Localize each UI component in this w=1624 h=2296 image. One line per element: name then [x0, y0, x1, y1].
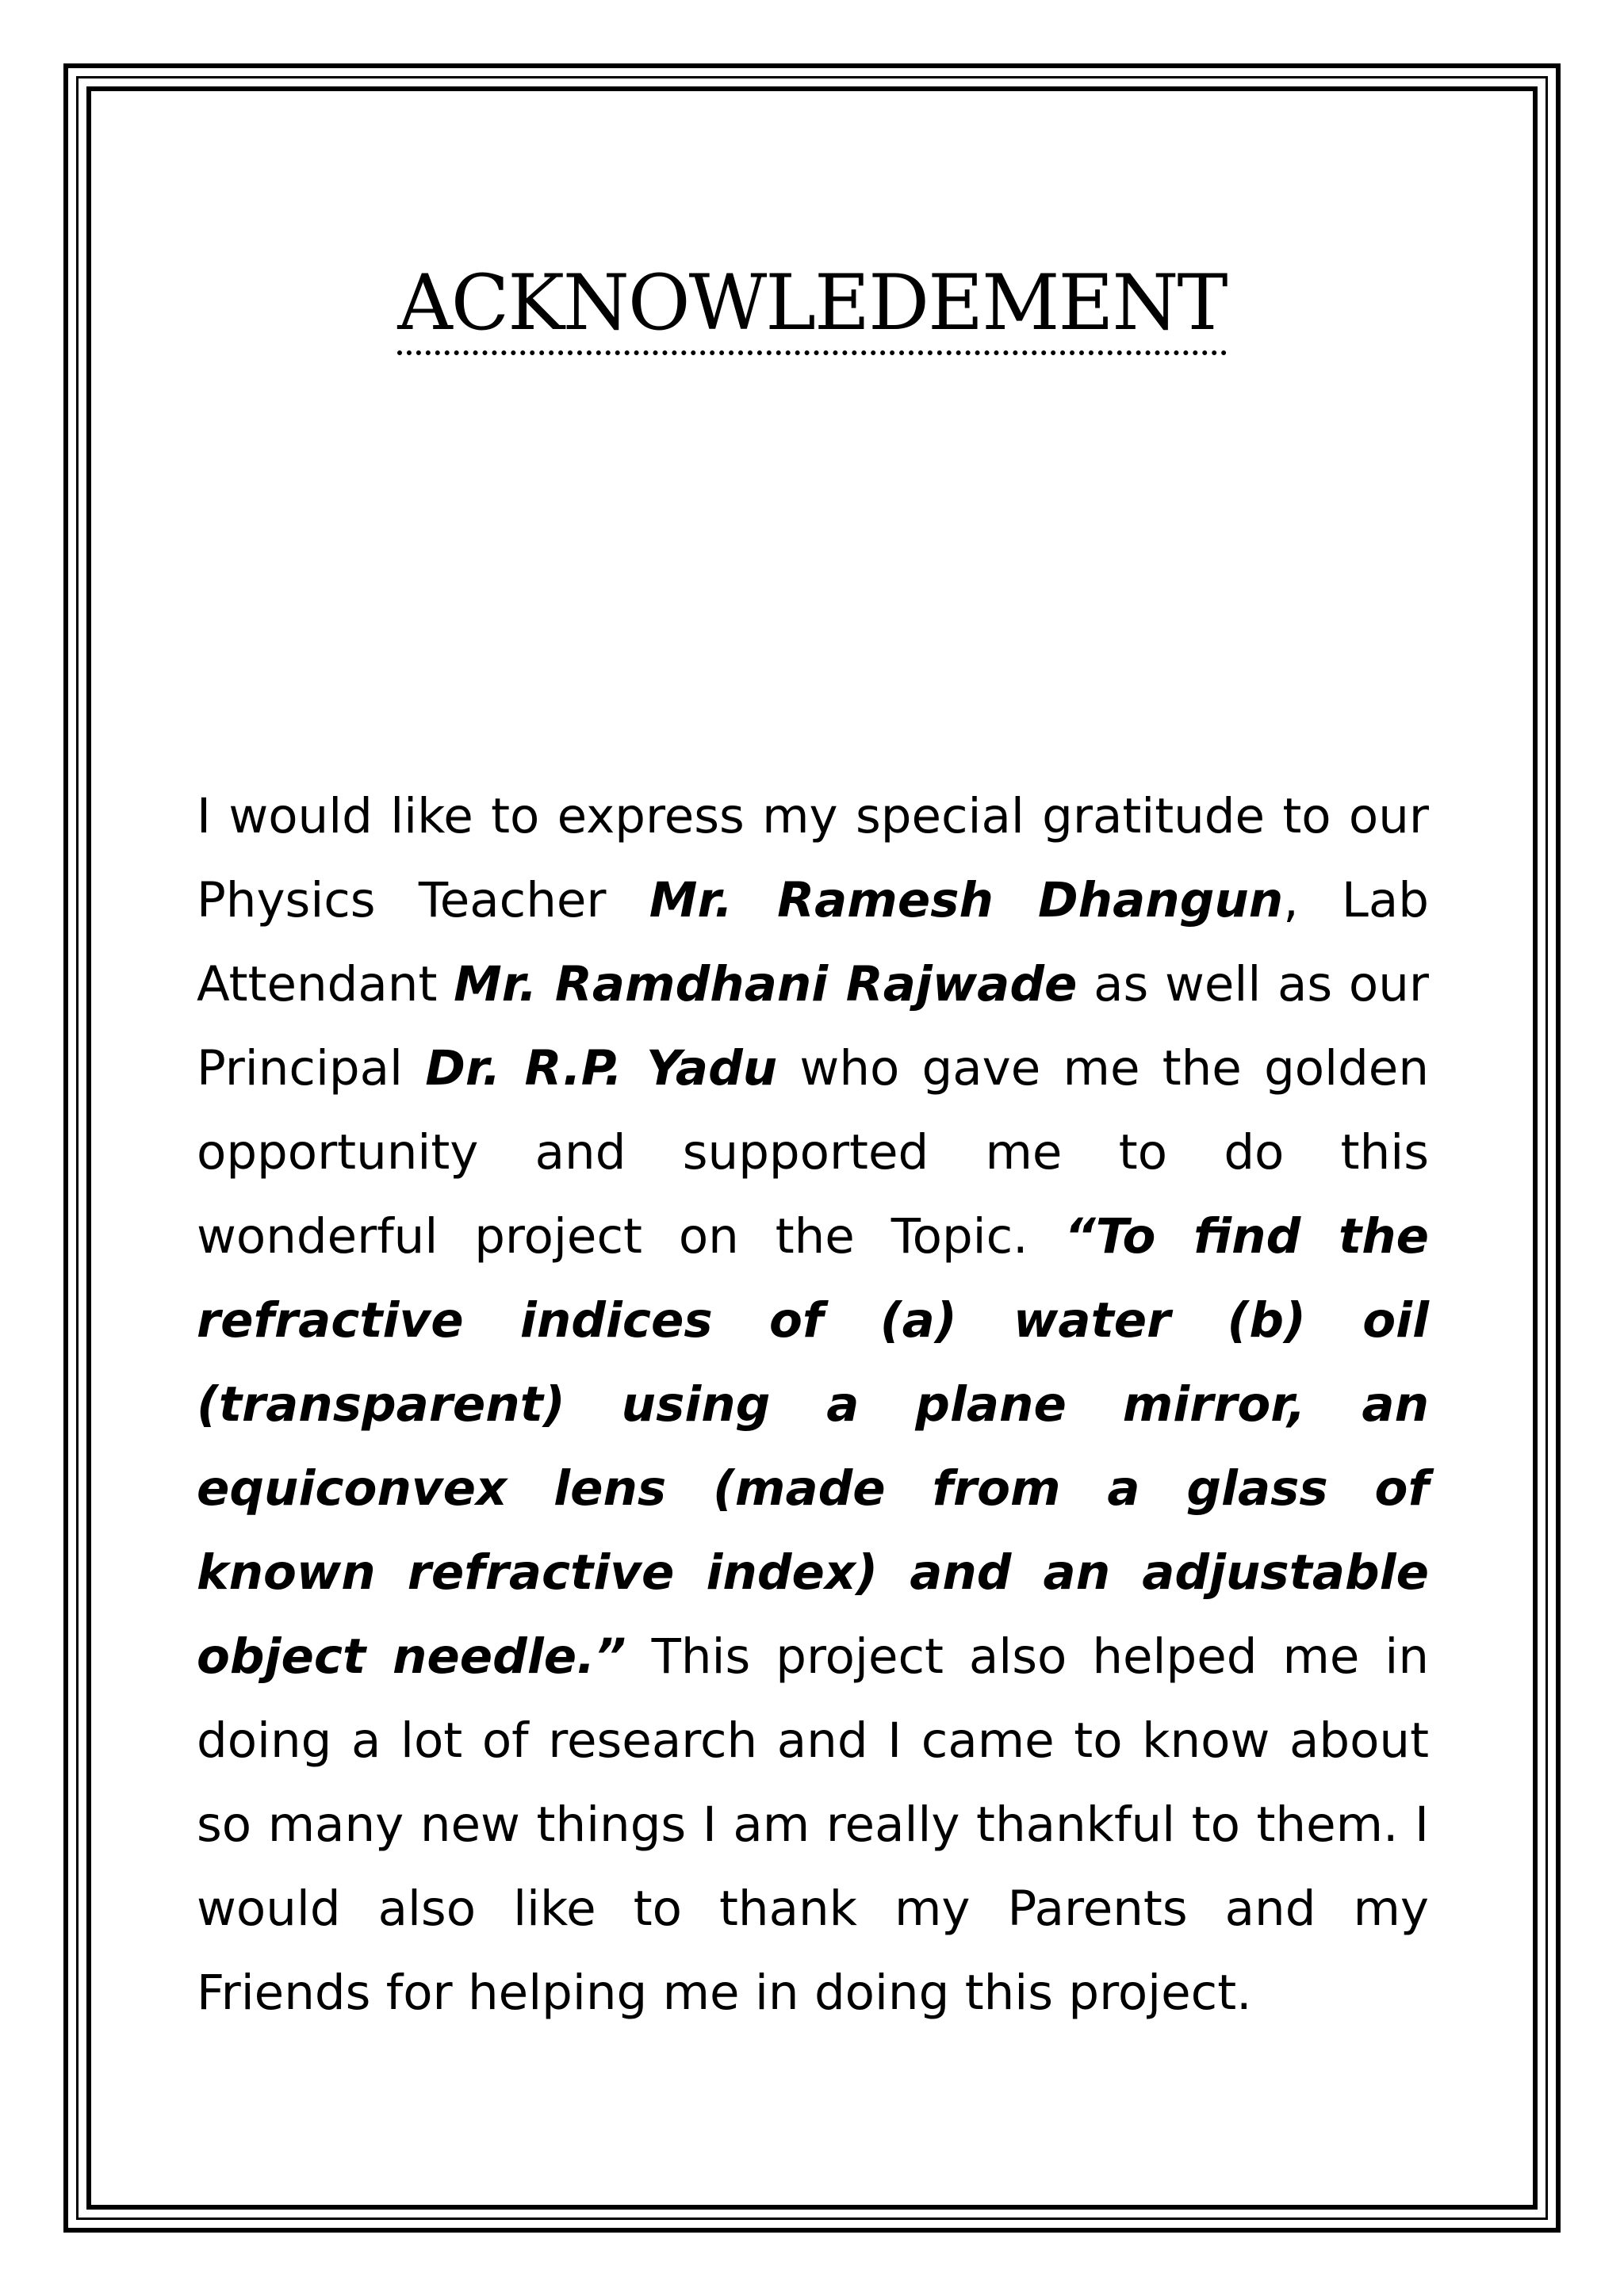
acknowledgement-paragraph — [197, 775, 1429, 2035]
teacher-name: Mr. Ramesh Dhangun — [649, 872, 1284, 928]
project-topic: “To find the refractive indices of (a) water (b) oil (transparent) using a plane mirror, an equiconvex lens (made from a glass of known refractive index) and an adjustable object needle.” — [197, 1208, 1429, 1685]
principal-name: Dr. R.P. Yadu — [425, 1040, 778, 1096]
paragraph-text: as well as our Principal — [197, 956, 1429, 1096]
title-container — [0, 258, 1624, 355]
paragraph-text: This project also helped me in doing a lot of research and I came to know about so many new things I am really thankful to them. I would also like to thank my Parents and my Friends for helping me in doing this project. — [197, 1628, 1429, 2021]
paragraph-text: who gave me the golden opportunity and supported me to do this wonderful project on the Topic. — [197, 1040, 1429, 1265]
page-title: ACKNOWLEDEMENT — [397, 262, 1226, 355]
paragraph-text: I would like to express my special gratitude to our Physics Teacher — [197, 788, 1429, 928]
attendant-name: Mr. Ramdhani Rajwade — [454, 956, 1078, 1012]
paragraph-text: , Lab Attendant — [197, 872, 1429, 1012]
